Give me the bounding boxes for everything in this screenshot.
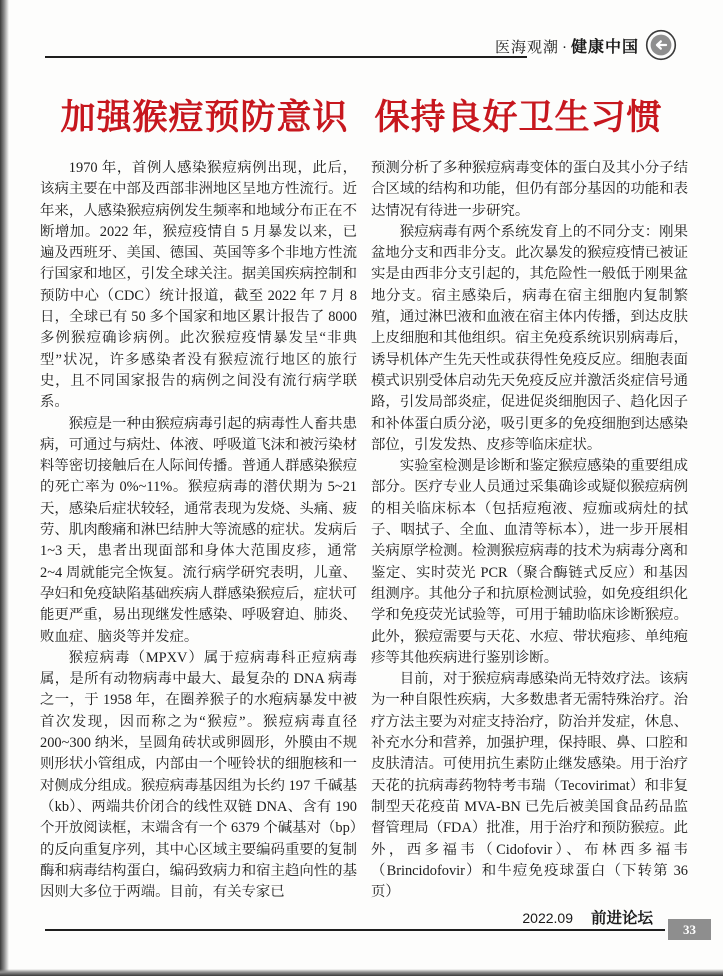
right-column (371, 158, 688, 903)
article-title (0, 90, 723, 140)
paragraph: 实验室检测是诊断和鉴定猴痘感染的重要组成部分。医疗专业人员通过采集确诊或疑似猴痘病例的相关临床标本（包括痘疱液、痘痂或病灶的拭子、咽拭子、全血、血清等标本），进一步开展相关病原学检测。检测猴痘病毒的技术为病毒分离和鉴定、实时荧光 PCR（聚合酶链式反应）和基因组测序。其他分子和抗原检测试验，如免疫组织化学和免疫荧光试验等，可用于辅助临床诊断猴痘。此外，猴痘需要与天花、水痘、带状疱疹、单纯疱疹等其他疾病进行鉴别诊断。 (371, 458, 688, 666)
footer-rule (45, 929, 665, 931)
scan-bottom-shadow (0, 969, 723, 976)
back-arrow-logo-icon (645, 29, 677, 61)
page-number-badge: 33 (668, 919, 711, 940)
paragraph: 猴痘病毒（MPXV）属于痘病毒科正痘病毒属，是所有动物病毒中最大、最复杂的 DNA 病毒之一，于 1958 年，在圈养猴子的水疱病暴发中被首次发现，因而称之为“猴痘”。猴痘病毒直径 200~300 纳米，呈圆角砖状或卵圆形，外膜由不规则形状小管组成，内部由一个哑铃状的细胞核和一对侧成分组成。猴痘病毒基因组为长约 197 千碱基（kb）、两端共价闭合的线性双链 DNA、含有 190 个开放阅读框，末端含有一个 6379 个碱基对（bp）的反向重复序列，其中心区域主要编码重要的复制酶和病毒结构蛋白，编码致病力和宿主趋向性的基因则大多位于两端。目前，有关专家已 (40, 649, 357, 901)
left-column (40, 158, 357, 903)
section-name: 健康中国 (570, 39, 639, 56)
header-separator: · (561, 40, 568, 56)
paragraph: 猴痘是一种由猴痘病毒引起的病毒性人畜共患病，可通过与病灶、体液、呼吸道飞沫和被污染材料等密切接触后在人际间传播。普通人群感染猴痘的死亡率为 0%~11%。猴痘病毒的潜伏期为 5~21 天，感染后症状较轻，通常表现为发烧、头痛、疲劳、肌肉酸痛和淋巴结肿大等流感的症状。发病后 1~3 天，患者出现面部和身体大范围皮疹，通常 2~4 周就能完全恢复。流行病学研究表明，儿童、孕妇和免疫缺陷基础疾病人群感染猴痘后，症状可能更严重，易出现继发性感染、呼吸窘迫、肺炎、败血症、脑炎等并发症。 (40, 415, 357, 645)
paragraph: 目前，对于猴痘病毒感染尚无特效疗法。该病为一种自限性疾病，大多数患者无需特殊治疗。治疗方法主要为对症支持治疗，防治并发症，休息、补充水分和营养，加强护理，保持眼、鼻、口腔和皮肤清洁。可使用抗生素防止继发感染。用于治疗天花的抗病毒药物特考韦瑞（Tecovirimat）和非复制型天花疫苗 MVA-BN 已先后被美国食品药品监督管理局（FDA）批准，用于治疗和预防猴痘。此外，西多福韦（Cidofovir）、布林西多福韦（Brincidofovir）和牛痘免疫球蛋白（下转第 36 页） (371, 671, 688, 901)
footer-meta (522, 906, 653, 928)
scan-spine-shadow (0, 0, 9, 976)
header-rule (45, 56, 527, 58)
article-body (40, 158, 688, 903)
journal-name: 前进论坛 (590, 910, 653, 927)
paragraph-continuation: 预测分析了多种猴痘病毒变体的蛋白及其小分子结合区域的结构和功能，但仍有部分基因的功能和表达情况有待进一步研究。 (371, 160, 688, 219)
section-label (495, 34, 639, 57)
article-title-part2: 保持良好卫生习惯 (374, 98, 663, 137)
paragraph: 猴痘病毒有两个系统发育上的不同分支：刚果盆地分支和西非分支。此次暴发的猴痘疫情已被证实是由西非分支引起的，其危险性一般低于刚果盆地分支。宿主感染后，病毒在宿主细胞内复制繁殖，通过淋巴液和血液在宿主体内传播，到达皮肤上皮细胞和其他组织。宿主免疫系统识别病毒后，诱导机体产生先天性或获得性免疫反应。细胞表面模式识别受体启动先天免疫反应并激活炎症信号通路，引发局部炎症，促进促炎细胞因子、趋化因子和补体蛋白质分泌，吸引更多的免疫细胞到达感染部位，引发发热、皮疹等临床症状。 (371, 223, 688, 453)
paragraph: 1970 年，首例人感染猴痘病例出现，此后，该病主要在中部及西部非洲地区呈地方性流行。近年来，人感染猴痘病例发生频率和地域分布正在不断增加。2022 年，猴痘疫情自 5 月暴发以来，已遍及西班牙、美国、德国、英国等多个非地方性流行国家和地区，引发全球关注。据美国疾病控制和预防中心（CDC）统计报道，截至 2022 年 7 月 8 日，全球已有 50 多个国家和地区累计报告了 8000 多例猴痘确诊病例。此次猴痘疫情暴发呈“非典型”状况，许多感染者没有猴痘流行地区的旅行史，且不同国家报告的病例之间没有流行病学联系。 (40, 160, 357, 411)
column-name: 医海观潮 (494, 40, 559, 56)
article-title-part1: 加强猴痘预防意识 (60, 98, 349, 137)
issue-date: 2022.09 (522, 910, 573, 926)
